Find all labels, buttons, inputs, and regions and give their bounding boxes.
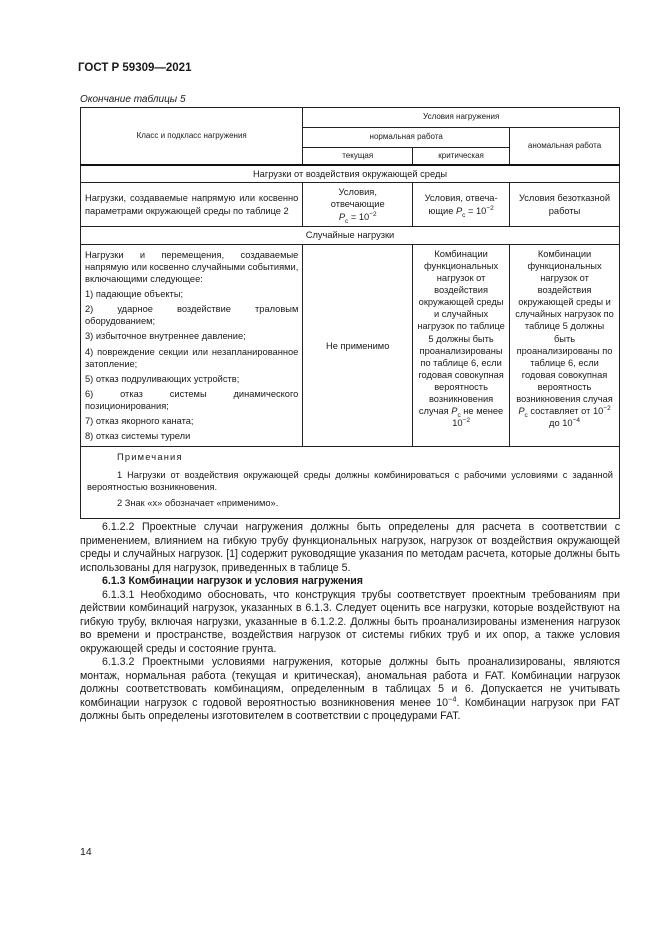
col-header-class: Класс и подкласс нагружения	[81, 108, 303, 165]
col-header-critical: критическая	[413, 148, 510, 165]
row-env-class: Нагрузки, создаваемые напрямую или косвенно параметрами окружающей среды по таблице 2	[81, 183, 303, 227]
page-number: 14	[80, 846, 92, 858]
paragraph-6-1-2-2: 6.1.2.2 Проектные случаи нагружения должны быть определены для расчета в соответствии с применением, влиянием на гибкую трубу функциональных нагрузок, нагрузок от воздействия окружающей среды и случайных нагрузок. [1] содержит руководящие указания по методам расчета, которые должны быть использованы для нагрузок, приведенных в таблице 5.	[80, 521, 620, 574]
row-env-critical: Условия, отвеча- ющие $P_c = 10^{-2}$	[413, 183, 510, 227]
list-item: 7) отказ якорного каната;	[85, 415, 194, 426]
body-text	[80, 521, 620, 724]
paragraph-6-1-3-1: 6.1.3.1 Необходимо обосновать, что конструкция трубы соответствует проектным требованиям при действии комбинаций нагрузок, указанных в 6.1.3. Следует оценить все нагрузки, которые воздействуют на гибкую трубу, включая нагрузки, указанные в 6.1.2.2. Должны быть проанализированы изменения нагрузок во времени и пространстве, воздействия нагрузок от системы гибких труб и их опор, а также условия окружающей среды и состояние грунта.	[80, 588, 620, 655]
list-item: 2) ударное воздействие траловым оборудованием;	[85, 304, 299, 327]
list-item: 1) падающие объекты;	[85, 289, 184, 300]
paragraph-6-1-3-2: 6.1.3.2 Проектными условиями нагружения, которые должны быть проанализированы, являются монтаж, нормальная работа (текущая и критическая), аномальная работа и FAT. Комбинации нагрузок должны соответствовать комбинациям, определенным в таблицах 5 и 6. Допускается не учитывать комбинации нагрузок с годовой вероятностью возникновения менее $10^{-4}$. Комбинации нагрузок при FAT должны быть определены изготовителем в соответствии с процедурами FAT.	[80, 656, 621, 722]
note-2: 2 Знак «x» обозначает «применимо».	[117, 498, 279, 509]
row-accidental-abnormal: Комбинации функциональных нагрузок от воздействия окружающей среды и случайных нагрузок по таблице 5 должны быть проанализированы по таблице 6, если годовая совокупная вероятность возникновения случая $P_c$ составляет от $10^{-2}$ до $10^{-4}$	[510, 245, 620, 447]
table-notes	[81, 447, 620, 519]
section-heading-6-1-3: 6.1.3 Комбинации нагрузок и условия нагружения	[102, 575, 363, 587]
list-item: 8) отказ системы турели	[85, 431, 191, 442]
note-1: 1 Нагрузки от воздействия окружающей среды должны комбинироваться с рабочими условиями с заданной вероятностью возникновения.	[87, 470, 613, 493]
document-id: ГОСТ Р 59309—2021	[78, 62, 192, 74]
col-header-abnormal: аномальная работа	[510, 128, 620, 165]
row-accidental-current: Не применимо	[303, 245, 413, 447]
list-item: 3) избыточное внутреннее давление;	[85, 331, 246, 342]
row-accidental-class	[81, 245, 303, 447]
list-item: 6) отказ системы динамического позиционирования;	[85, 388, 299, 411]
section-environment: Нагрузки от воздействия окружающей среды	[81, 165, 620, 183]
col-header-conditions: Условия нагружения	[303, 108, 620, 128]
col-header-normal: нормальная работа	[303, 128, 510, 148]
col-header-current: текущая	[303, 148, 413, 165]
notes-heading: Примечания	[117, 452, 183, 463]
row-accidental-critical: Комбинации функциональных нагрузок от воздействия окружающей среды и случайных нагрузок по таблице 5 должны быть проанализированы по таблице 6, если годовая совокупная вероятность возникновения случая $P_c$ не менее $10^{-2}$	[413, 245, 510, 447]
table-caption: Окончание таблицы 5	[80, 94, 186, 105]
list-item: 4) повреждение секции или незапланированное затопление;	[85, 346, 299, 369]
row-env-current: Условия, отвечающие $P_c = 10^{-2}$	[303, 183, 413, 227]
list-item: 5) отказ подруливающих устройств;	[85, 373, 240, 384]
accidental-intro: Нагрузки и перемещения, создаваемые напрямую или косвенно случайными событиями, включающими следующее:	[85, 250, 299, 285]
section-accidental: Случайные нагрузки	[81, 227, 620, 245]
row-env-abnormal: Условия безотказной работы	[510, 183, 620, 227]
load-conditions-table	[80, 107, 620, 519]
